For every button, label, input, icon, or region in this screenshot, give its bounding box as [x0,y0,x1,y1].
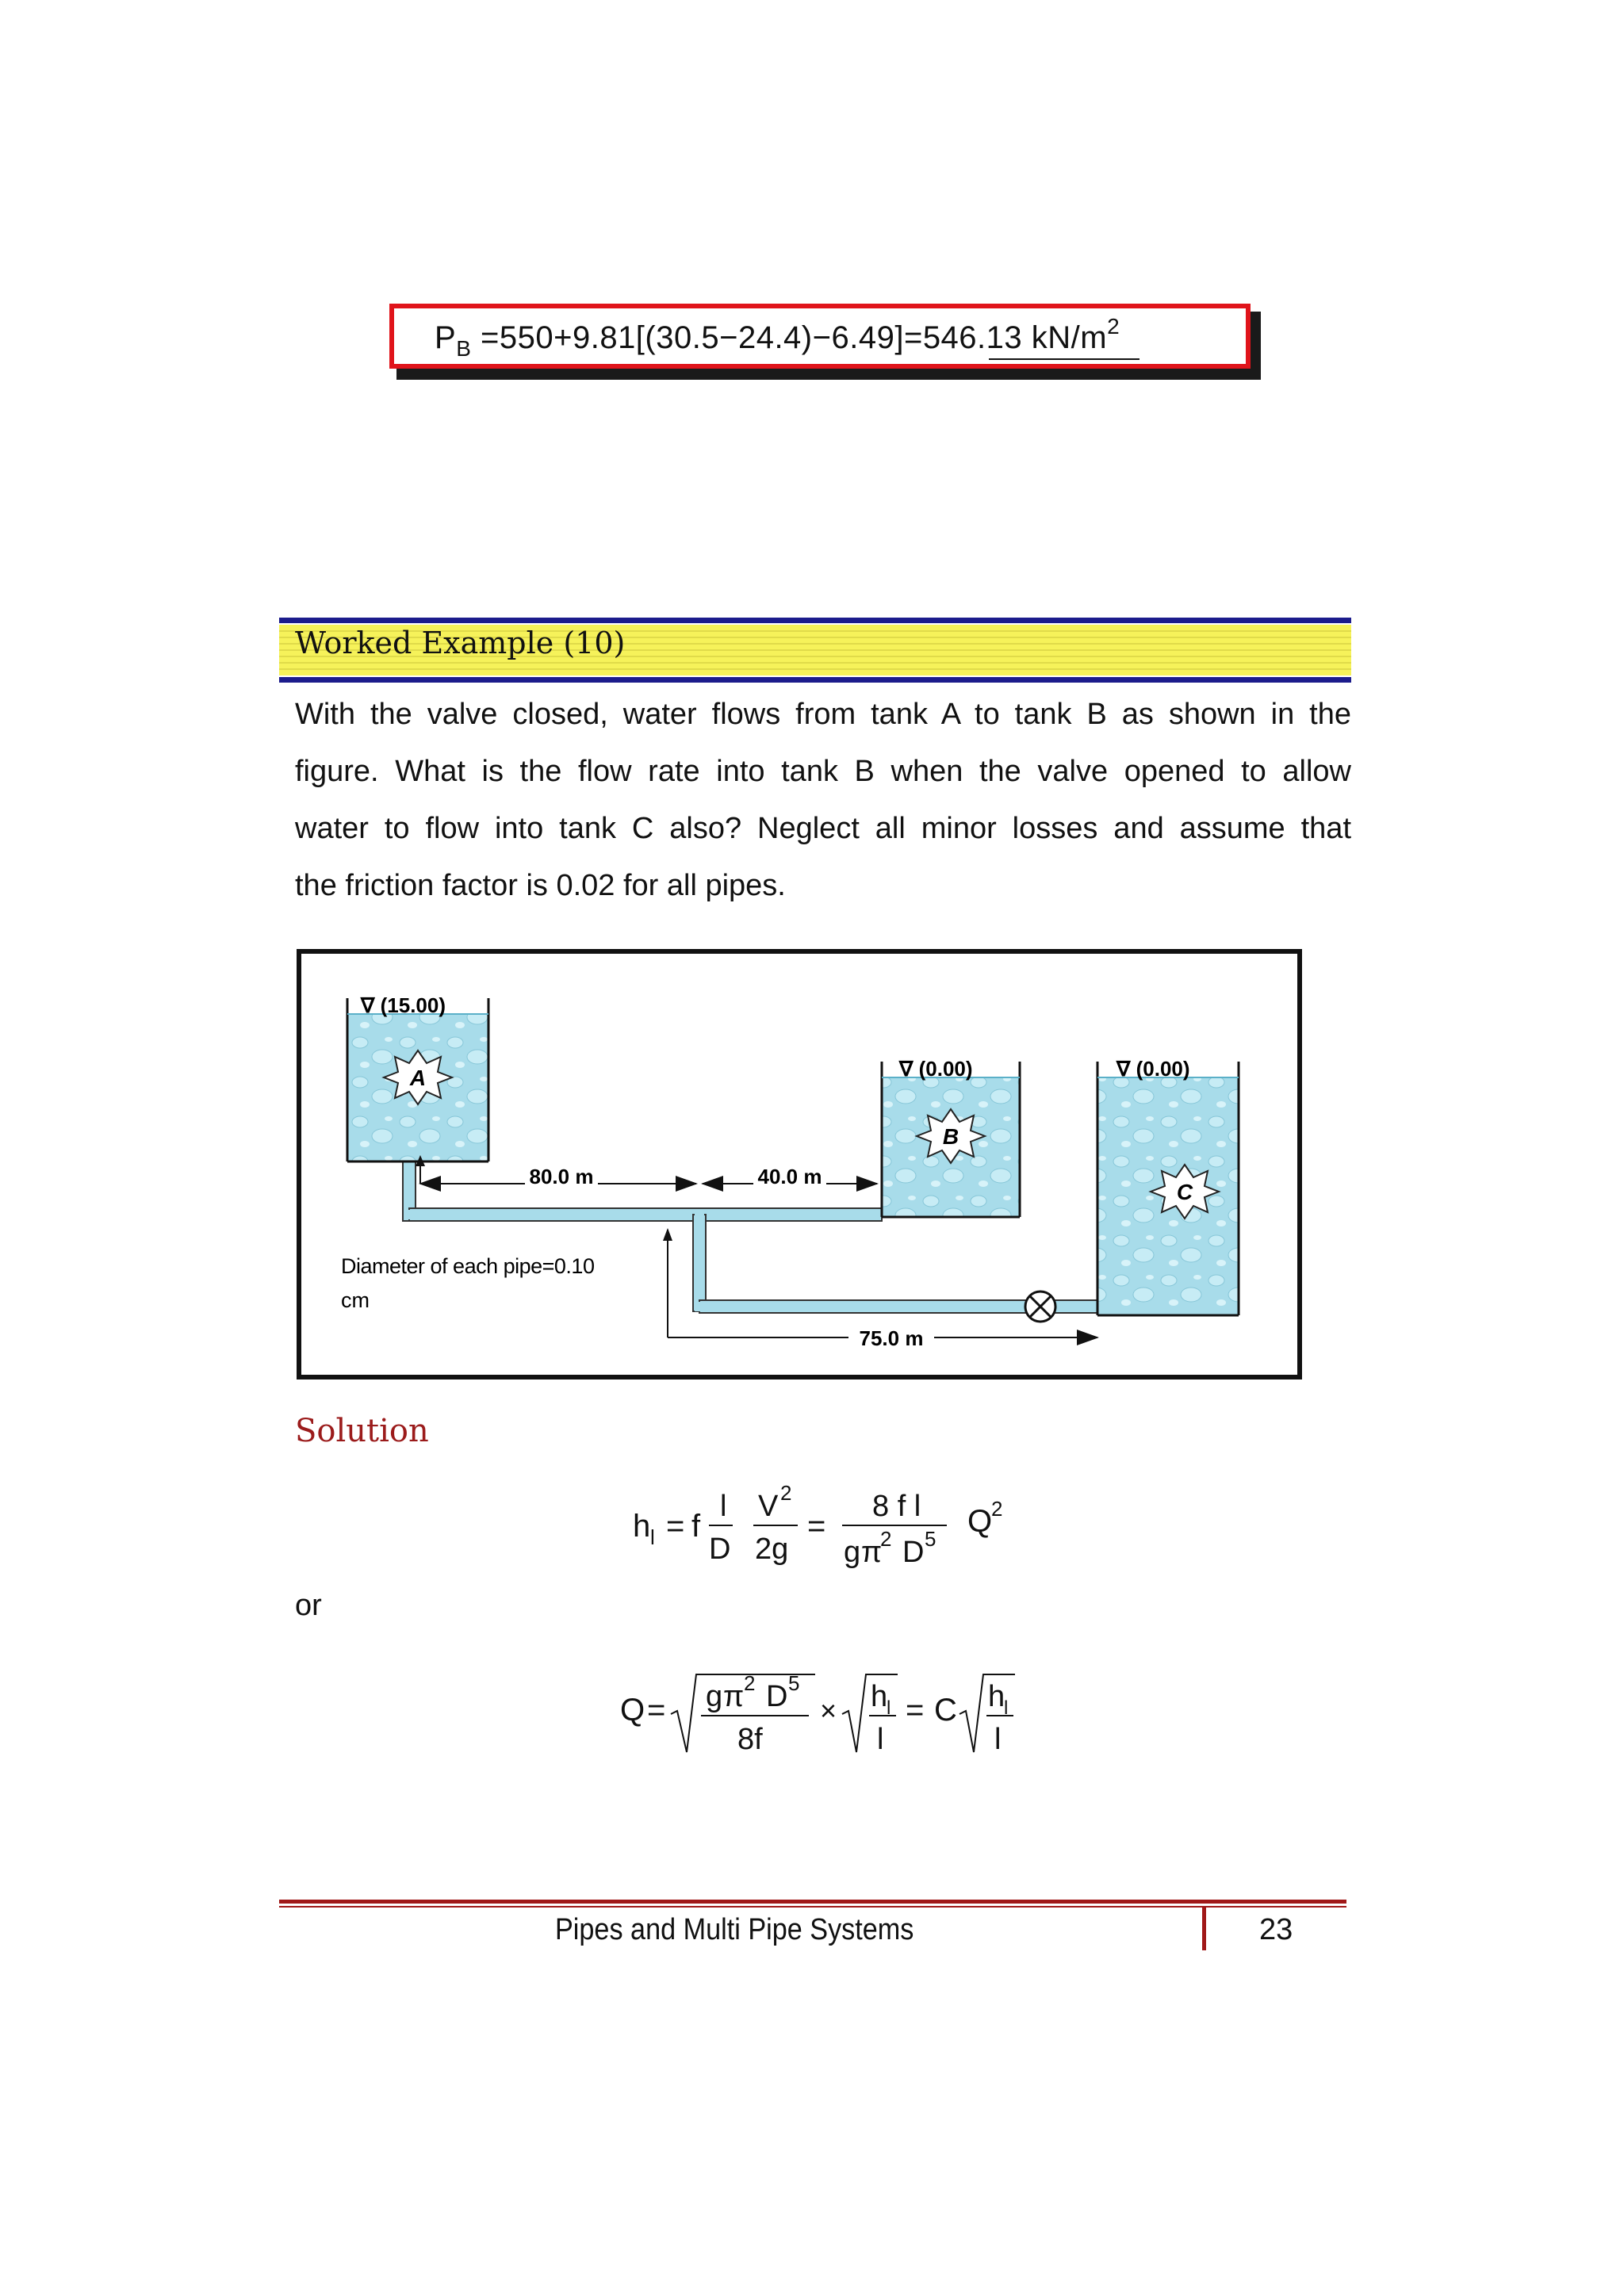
footer-rule [279,1900,1346,1904]
svg-text:l: l [720,1490,727,1523]
tank-c-level-label: ∇ (0.00) [1116,1057,1190,1081]
svg-text:V: V [758,1490,779,1523]
tank-b-level-label: ∇ (0.00) [899,1057,973,1081]
svg-text:=: = [647,1693,666,1728]
pipe-network-diagram [301,954,1297,1375]
dimension-40m [703,1164,877,1188]
footer-divider [1202,1906,1206,1950]
diameter-note-line-1: Diameter of each pipe=0.10 [341,1254,595,1278]
svg-text:2g: 2g [755,1533,789,1566]
paragraph-line-2: figure. What is the flow rate into tank B when the valve opened to allow [295,755,1351,788]
tank-b [882,1057,1020,1217]
tank-c [1097,1057,1239,1315]
tank-c-label: C [1176,1180,1193,1204]
head-loss-equation-graphic [626,1467,1023,1578]
svg-text:l: l [1004,1697,1009,1719]
paragraph-line-4: the friction factor is 0.02 for all pipes. [295,869,786,902]
result-underline [989,358,1139,360]
svg-text:l: l [877,1723,884,1756]
svg-text:l: l [650,1525,655,1549]
svg-text:l: l [994,1723,1002,1756]
svg-text:h: h [633,1509,651,1544]
paragraph-line-3: water to flow into tank C also? Neglect all minor losses and assume that [295,812,1351,845]
footer-chapter-title: Pipes and Multi Pipe Systems [555,1913,914,1946]
svg-text:D: D [766,1680,788,1713]
pipe-network-figure [297,949,1302,1380]
equation-result-superscript: 2 [1107,314,1120,339]
svg-text:=: = [666,1509,685,1544]
svg-text:h: h [988,1680,1005,1713]
dimension-40m-label: 40.0 m [757,1165,822,1188]
svg-text:2: 2 [744,1671,756,1695]
equation-lhs: P [435,320,457,355]
svg-text:=: = [906,1693,925,1728]
or-connector-text: or [295,1589,322,1622]
svg-text:D: D [709,1533,731,1566]
page-number: 23 [1259,1913,1293,1946]
svg-text:l: l [887,1697,891,1719]
dimension-75m-label: 75.0 m [859,1326,924,1350]
pressure-equation [435,314,1120,362]
svg-text:5: 5 [925,1527,936,1551]
svg-text:2: 2 [880,1527,892,1551]
worked-example-title: Worked Example (10) [295,626,626,660]
svg-text:π: π [861,1536,883,1569]
equation-lhs-subscript: B [456,336,472,361]
svg-text:2: 2 [780,1481,792,1505]
dimension-80m-label: 80.0 m [529,1165,594,1188]
svg-text:8f: 8f [737,1723,763,1756]
svg-text:5: 5 [788,1671,800,1695]
svg-text:×: × [820,1694,837,1727]
dimension-75m [663,1228,1097,1350]
svg-text:D: D [902,1536,925,1569]
tank-a [347,993,488,1161]
discharge-equation-graphic [619,1657,1031,1768]
svg-text:C: C [934,1693,957,1728]
paragraph-line-1: With the valve closed, water flows from tank A to tank B as shown in the [295,698,1351,731]
svg-text:h: h [871,1680,888,1713]
svg-text:Q: Q [967,1504,993,1539]
tank-a-level-label: ∇ (15.00) [361,993,446,1017]
svg-text:g: g [844,1536,861,1569]
svg-text:8 f l: 8 f l [872,1490,921,1523]
valve-icon [1025,1292,1055,1322]
svg-text:2: 2 [991,1497,1003,1521]
svg-text:Q: Q [620,1693,645,1728]
svg-text:f: f [691,1509,701,1544]
svg-text:=: = [807,1509,826,1544]
tank-b-label: B [942,1124,959,1149]
equation-result: 546.13 kN/m [922,320,1108,355]
solution-heading: Solution [295,1413,429,1449]
equation-body: =550+9.81[(30.5−24.4)−6.49]= [481,320,923,355]
svg-text:π: π [723,1680,745,1713]
diameter-note-line-2: cm [341,1288,370,1312]
tank-a-label: A [409,1066,427,1090]
svg-text:g: g [706,1680,723,1713]
footer-rule-thin [279,1906,1346,1908]
